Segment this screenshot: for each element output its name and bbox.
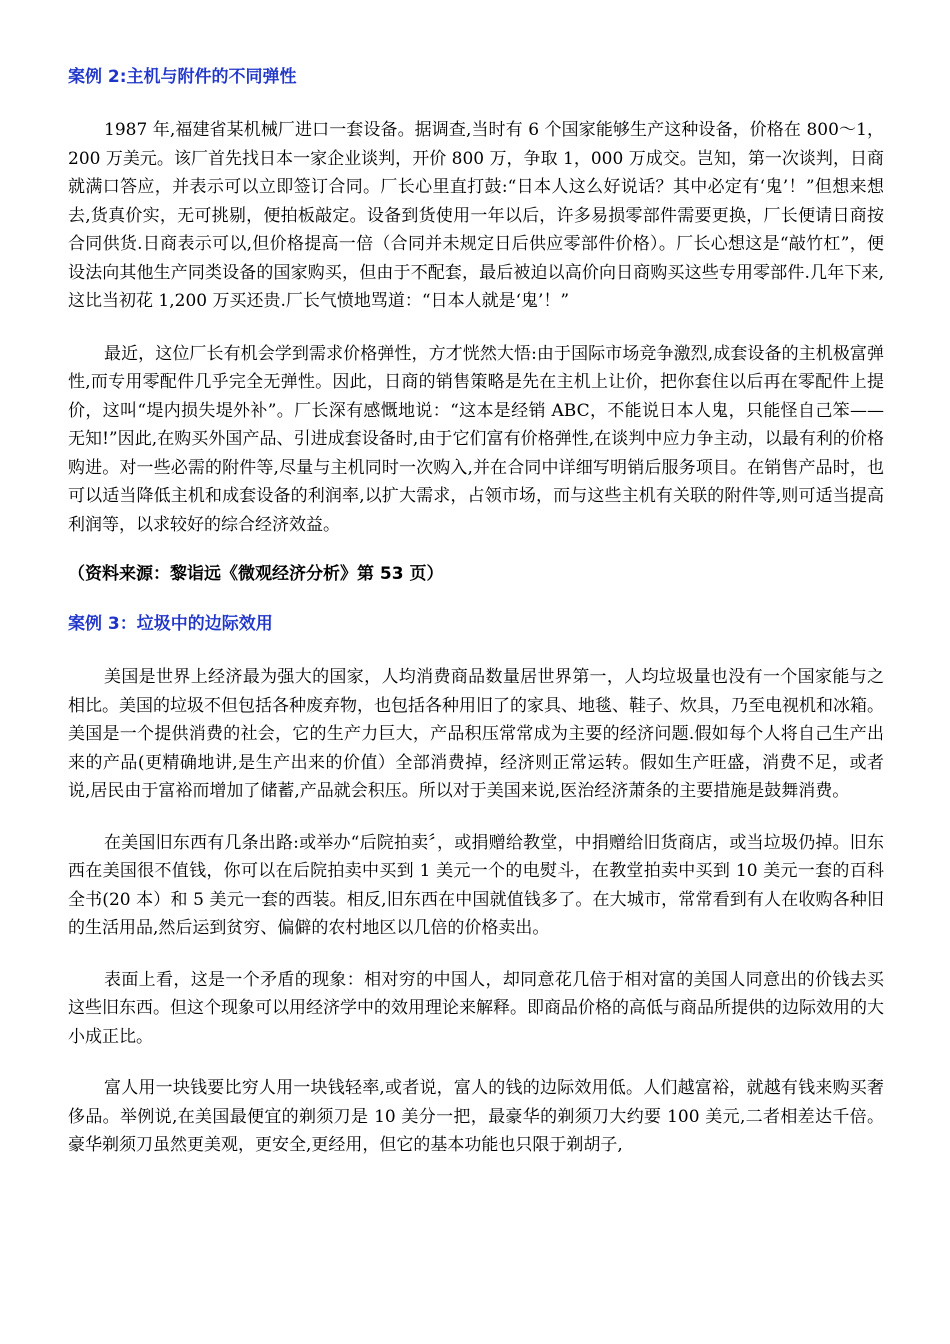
- case3-title: 案例 3：垃圾中的边际效用: [68, 614, 273, 634]
- case3-paragraph-1: 美国是世界上经济最为强大的国家，人均消费商品数量居世界第一，人均垃圾量也没有一个国家能与之相比。美国的垃圾不但包括各种废弃物，也包括各种用旧了的家具、地毯、鞋子、炊具，乃至电视机和冰箱。美国是一个提供消费的社会，它的生产力巨大，产品积压常常成为主要的经济问题.假如每个人将自己生产出来的产品(更精确地讲,是生产出来的价值）全部消费掉，经济则正常运转。假如生产旺盛，消费不足，或者说,居民由于富裕而增加了储蓄,产品就会积压。所以对于美国来说,医治经济萧条的主要措施是鼓舞消费。: [68, 667, 884, 801]
- case2-paragraph-1: 1987 年,福建省某机械厂进口一套设备。据调查,当时有 6 个国家能够生产这种设备，价格在 800～1，200 万美元。该厂首先找日本一家企业谈判，开价 800 万，争取 1，000 万成交。岂知，第一次谈判，日商就满口答应，并表示可以立即签订合同。厂长心里直打鼓:“日本人这么好说话？其中必定有‘鬼’！”但想来想去,货真价实，无可挑剔，便拍板敲定。设备到货使用一年以后，许多易损零部件需要更换，厂长便请日商按合同供货.日商表示可以,但价格提高一倍（合同并未规定日后供应零部件价格）。厂长心想这是“敲竹杠”，便设法向其他生产同类设备的国家购买，但由于不配套，最后被迫以高价向日商购买这些专用零部件.几年下来,这比当初花 1,200 万买还贵.厂长气愤地骂道：“日本人就是‘鬼’！”: [68, 120, 884, 311]
- case3-paragraph-2: 在美国旧东西有几条出路:或举办“后院拍卖〞，或捐赠给教堂，中捐赠给旧货商店，或当垃圾仍掉。旧东西在美国很不值钱，你可以在后院拍卖中买到 1 美元一个的电熨斗，在教堂拍卖中买到 10 美元一套的百科全书(20 本）和 5 美元一套的西装。相反,旧东西在中国就值钱多了。在大城市，常常看到有人在收购各种旧的生活用品,然后运到贫穷、偏僻的农村地区以几倍的价格卖出。: [68, 832, 884, 938]
- source-citation: （资料来源：黎诣远《微观经济分析》第 53 页）: [68, 564, 444, 584]
- case3-paragraph-3: 表面上看，这是一个矛盾的现象：相对穷的中国人，却同意花几倍于相对富的美国人同意出的价钱去买这些旧东西。但这个现象可以用经济学中的效用理论来解释。即商品价格的高低与商品所提供的边际效用的大小成正比。: [68, 969, 884, 1047]
- document-page: [68, 64, 884, 1160]
- case3-paragraph-4: 富人用一块钱要比穷人用一块钱轻率,或者说，富人的钱的边际效用低。人们越富裕，就越有钱来购买奢侈品。举例说,在美国最便宜的剃须刀是 10 美分一把，最豪华的剃须刀大约要 100 美元,二者相差达千倍。豪华剃须刀虽然更美观，更安全,更经用，但它的基本功能也只限于剃胡子,: [68, 1078, 884, 1155]
- case2-paragraph-2: 最近，这位厂长有机会学到需求价格弹性，方才恍然大悟:由于国际市场竞争激烈,成套设备的主机极富弹性,而专用零配件几乎完全无弹性。因此，日商的销售策略是先在主机上让价，把你套住以后再在零配件上提价，这叫“堤内损失堤外补”。厂长深有感慨地说：“这本是经销 ABC，不能说日本人鬼，只能怪自己笨——无知!”因此,在购买外国产品、引进成套设备时,由于它们富有价格弹性,在谈判中应力争主动，以最有利的价格购进。对一些必需的附件等,尽量与主机同时一次购入,并在合同中详细写明销后服务项目。在销售产品时，也可以适当降低主机和成套设备的利润率,以扩大需求，占领市场，而与这些主机有关联的附件等,则可适当提高利润等，以求较好的综合经济效益。: [68, 343, 884, 535]
- case2-title: 案例 2:主机与附件的不同弹性: [68, 67, 297, 87]
